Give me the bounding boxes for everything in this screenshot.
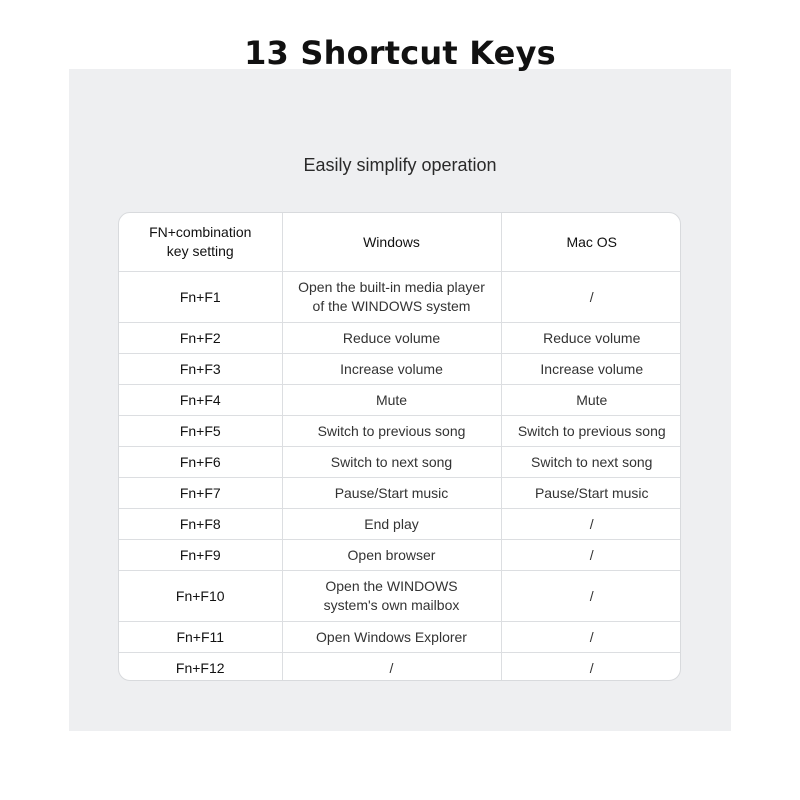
key-cell: Fn+F5 [119,416,282,447]
mac-cell: / [501,509,681,540]
mac-cell: / [501,571,681,622]
key-cell: Fn+F7 [119,478,282,509]
table-row [119,653,681,682]
page-subtitle: Easily simplify operation [303,155,497,175]
windows-cell: End play [282,509,501,540]
mac-cell: / [501,622,681,653]
shortcut-table-container [118,212,681,681]
table-row [119,478,681,509]
key-cell: Fn+F2 [119,323,282,354]
mac-cell: Reduce volume [501,323,681,354]
table-row [119,272,681,323]
windows-cell: Open the WINDOWS system's own mailbox [282,571,501,622]
windows-cell: Switch to previous song [282,416,501,447]
table-row [119,323,681,354]
column-header-macos: Mac OS [501,213,681,272]
mac-cell: Switch to next song [501,447,681,478]
table-row [119,540,681,571]
key-cell: Fn+F1 [119,272,282,323]
mac-cell: Pause/Start music [501,478,681,509]
key-cell: Fn+F10 [119,571,282,622]
table-header-row [119,213,681,272]
windows-cell: Increase volume [282,354,501,385]
mac-cell: Switch to previous song [501,416,681,447]
key-cell: Fn+F3 [119,354,282,385]
table-row [119,354,681,385]
mac-cell: Increase volume [501,354,681,385]
key-cell: Fn+F6 [119,447,282,478]
column-header-fn-combination: FN+combination key setting [119,213,282,272]
windows-cell: Open Windows Explorer [282,622,501,653]
mac-cell: Mute [501,385,681,416]
key-cell: Fn+F12 [119,653,282,682]
column-header-windows: Windows [282,213,501,272]
windows-cell: Mute [282,385,501,416]
table-row [119,509,681,540]
key-cell: Fn+F9 [119,540,282,571]
table-row [119,622,681,653]
mac-cell: / [501,272,681,323]
key-cell: Fn+F8 [119,509,282,540]
page-title: 13 Shortcut Keys [244,34,556,72]
mac-cell: / [501,540,681,571]
windows-cell: Switch to next song [282,447,501,478]
shortcut-table [119,213,681,681]
table-row [119,447,681,478]
windows-cell: Open the built-in media player of the WINDOWS system [282,272,501,323]
key-cell: Fn+F11 [119,622,282,653]
table-row [119,385,681,416]
key-cell: Fn+F4 [119,385,282,416]
content-panel [69,34,731,731]
table-row [119,416,681,447]
windows-cell: / [282,653,501,682]
table-row [119,571,681,622]
windows-cell: Pause/Start music [282,478,501,509]
windows-cell: Reduce volume [282,323,501,354]
mac-cell: / [589,659,594,676]
windows-cell: Open browser [282,540,501,571]
